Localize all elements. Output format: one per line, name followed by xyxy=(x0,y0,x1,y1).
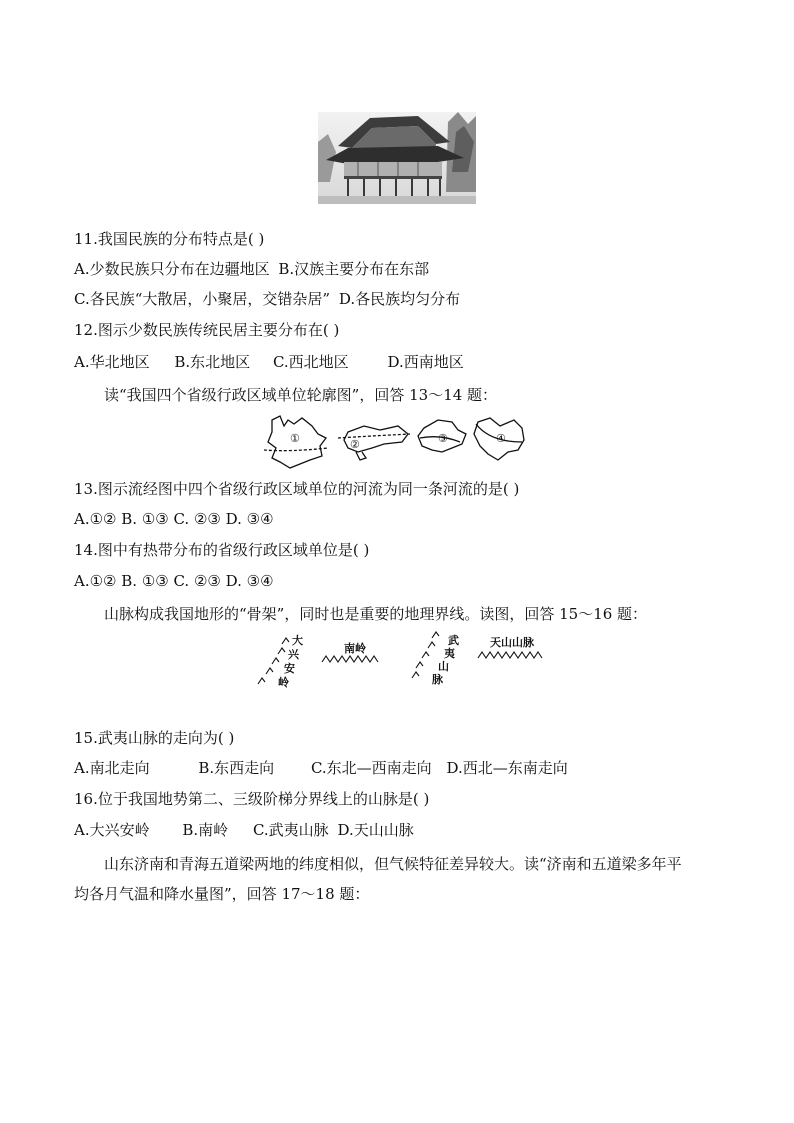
question-13-options: A.①② B. ①③ C. ②③ D. ③④ xyxy=(74,510,274,528)
mountain-label-wuyi-3: 山 xyxy=(438,660,449,673)
option-a: A.南北走向 xyxy=(74,759,150,777)
intro-17-18-line1: 山东济南和青海五道梁两地的纬度相似，但气候特征差异较大。读“济南和五道梁多年平 xyxy=(104,855,682,873)
option-b: B.东北地区 xyxy=(174,353,251,371)
province-outlines-figure xyxy=(260,412,532,470)
option-b: B.东西走向 xyxy=(198,759,275,777)
question-11-options-row2 xyxy=(74,289,460,309)
option-c: C.武夷山脉 xyxy=(252,821,329,839)
mountain-label-daxinganling-2: 兴 xyxy=(288,648,299,661)
option-b: B.汉族主要分布在东部 xyxy=(278,260,430,278)
question-12-options xyxy=(74,352,464,372)
stilt-house-photo xyxy=(318,112,476,204)
mountain-label-wuyi-4: 脉 xyxy=(432,673,443,686)
option-c: C.东北—西南走向 xyxy=(310,759,432,777)
option-d: D.西南地区 xyxy=(387,353,464,371)
option-a: A.华北地区 xyxy=(74,353,150,371)
intro-13-14: 读“我国四个省级行政区域单位轮廓图”，回答 13～14 题： xyxy=(104,386,498,404)
question-14-options: A.①② B. ①③ C. ②③ D. ③④ xyxy=(74,572,274,590)
mountain-label-wuyi-2: 夷 xyxy=(444,647,455,660)
question-16-options xyxy=(74,820,414,840)
mountain-label-tianshan: 天山山脉 xyxy=(490,636,534,649)
option-b: B.南岭 xyxy=(182,821,229,839)
intro-15-16: 山脉构成我国地形的“骨架”，同时也是重要的地理界线。读图，回答 15～16 题： xyxy=(104,605,648,623)
question-15-options-row xyxy=(74,758,568,778)
question-11-options-row1 xyxy=(74,259,429,279)
question-12: 12.图示少数民族传统民居主要分布在( ) xyxy=(74,321,340,339)
question-16: 16.位于我国地势第二、三级阶梯分界线上的山脉是( ) xyxy=(74,790,430,808)
question-15: 15.武夷山脉的走向为( ) xyxy=(74,729,235,747)
option-a: A.少数民族只分布在边疆地区 xyxy=(74,260,270,278)
option-c: C.西北地区 xyxy=(272,353,349,371)
question-14: 14.图中有热带分布的省级行政区域单位是( ) xyxy=(74,541,370,559)
option-d: D.各民族均匀分布 xyxy=(338,290,461,308)
mountain-label-daxinganling-4: 岭 xyxy=(278,676,289,689)
outline-label-2: ② xyxy=(350,438,360,451)
option-d: D.西北—东南走向 xyxy=(446,759,568,777)
mountains-figure xyxy=(252,628,552,692)
mountain-label-nanling: 南岭 xyxy=(344,642,366,655)
question-11: 11.我国民族的分布特点是( ) xyxy=(74,230,265,248)
outline-label-1: ① xyxy=(290,432,300,445)
mountain-label-daxinganling-3: 安 xyxy=(284,662,295,675)
question-13: 13.图示流经图中四个省级行政区域单位的河流为同一条河流的是( ) xyxy=(74,480,520,498)
mountain-label-wuyi-1: 武 xyxy=(448,634,459,647)
option-a: A.大兴安岭 xyxy=(74,821,150,839)
intro-17-18-line2: 均各月气温和降水量图”，回答 17～18 题： xyxy=(74,885,370,903)
option-d: D.天山山脉 xyxy=(337,821,414,839)
option-c: C.各民族“大散居，小聚居，交错杂居” xyxy=(74,290,331,308)
outline-label-4: ④ xyxy=(496,432,506,445)
mountain-label-daxinganling-1: 大 xyxy=(292,634,303,647)
outline-label-3: ③ xyxy=(438,432,448,445)
